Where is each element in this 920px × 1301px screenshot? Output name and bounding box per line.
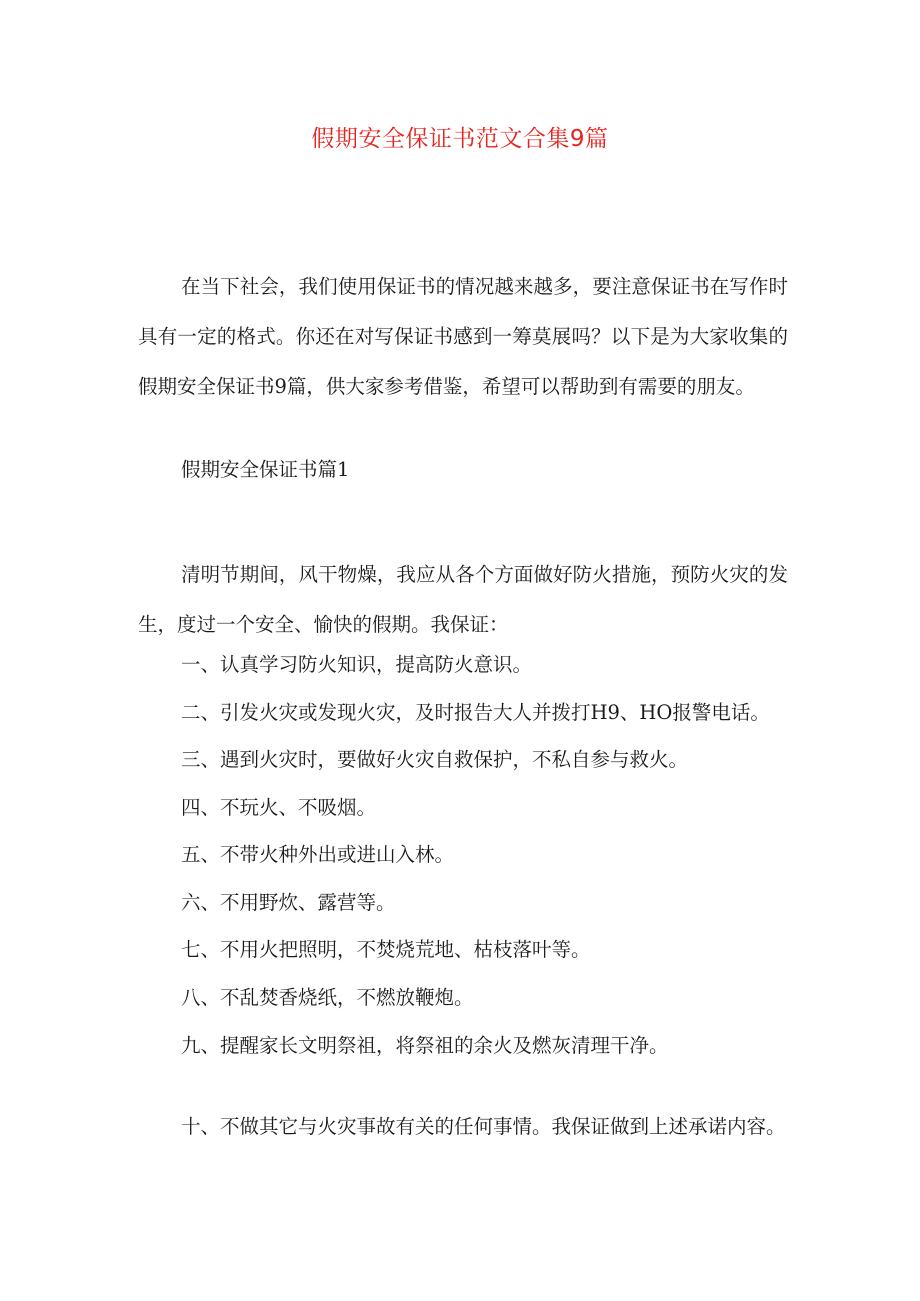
list-item: 八、不乱焚香烧纸，不燃放鞭炮。 xyxy=(181,986,474,1009)
list-item: 九、提醒家长文明祭祖，将祭祖的余火及燃灰清理干净。 xyxy=(181,1034,669,1057)
list-item: 五、不带火种外出或进山入林。 xyxy=(181,843,455,866)
list-item: 四、不玩火、不吸烟。 xyxy=(181,796,377,819)
section-heading: 假期安全保证书篇1 xyxy=(181,458,350,481)
list-item: 二、引发火灾或发现火灾，及时报告大人并拨打H9、HO报警电话。 xyxy=(181,701,770,724)
list-item: 三、遇到火灾时，要做好火灾自救保护，不私自参与救火。 xyxy=(181,748,689,771)
list-item: 十、不做其它与火灾事故有关的任何事情。我保证做到上述承诺内容。 xyxy=(181,1115,786,1138)
document-title: 假期安全保证书范文合集9篇 xyxy=(311,126,609,152)
list-item: 一、认真学习防火知识，提高防火意识。 xyxy=(181,653,533,676)
intro-paragraph: 在当下社会，我们使用保证书的情况越来越多，要注意保证书在写作时具有一定的格式。你还在对写保证书感到一筹莫展吗？以下是为大家收集的假期安全保证书9篇，供大家参考借鉴，希望可以帮助到有需要的朋友。 xyxy=(138,275,788,398)
list-item: 六、不用野炊、露营等。 xyxy=(181,891,396,914)
body-paragraph: 清明节期间，风干物燥，我应从各个方面做好防火措施，预防火灾的发生，度过一个安全、愉快的假期。我保证： xyxy=(138,563,788,636)
list-item: 七、不用火把照明，不焚烧荒地、枯枝落叶等。 xyxy=(181,938,591,961)
